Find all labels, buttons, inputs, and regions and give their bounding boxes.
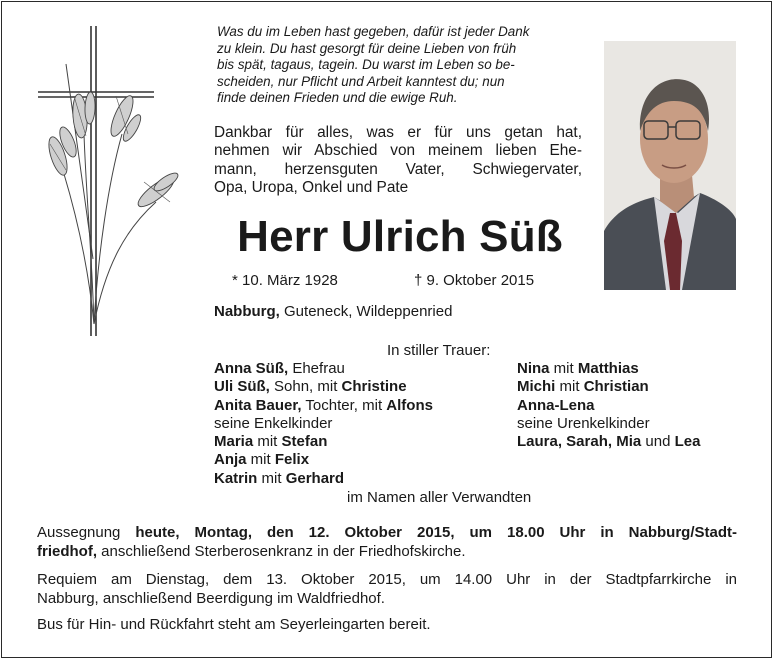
text: mit [246,451,275,469]
mourner-line [214,415,433,433]
text: mit [555,378,584,396]
bold-text: Christine [341,378,407,396]
intro-line: Opa, Uropa, Onkel und Pate [214,179,409,197]
bold-text: heute, Montag, den 12. Oktober 2015, um 18.00 Uhr in Nabburg/Stadt- [135,524,737,541]
text: Sohn, mit [269,378,342,396]
bold-text: Gerhard [285,469,345,487]
bold-text: Laura, Sarah, Mia [517,433,642,451]
bold-text: Felix [274,451,310,469]
bold-text: Lea [674,433,701,451]
mourner-line [517,397,700,415]
poem-text [217,24,560,107]
mourner-line [214,470,433,488]
text: Ehefrau [288,360,345,377]
mourner-line [214,360,433,378]
birth-date: * 10. März 1928 [232,272,338,289]
bold-text: friedhof, [37,542,97,560]
text: anschließend Sterberosenkranz in der Friedhofskirche. [97,542,466,560]
text: Bus für Hin- und Rückfahrt steht am Seyerleingarten bereit. [37,616,431,633]
paragraph-funeral-blessing [37,524,737,561]
poem-line: scheiden, nur Pflicht und Arbeit kanntest du; nun [217,73,505,89]
bold-text: Anna Süß, [214,360,289,377]
poem-line: zu klein. Du hast gesorgt für deine Lieben von früh [217,40,517,56]
text: Requiem am Dienstag, dem 13. Oktober 2015, um 14.00 Uhr in der Stadtpfarrkirche in [37,571,737,588]
paragraph-line [37,616,737,635]
mourner-line [517,415,700,433]
mourner-line [214,397,433,415]
cross-wheat-icon [36,24,186,344]
mourner-line [214,378,433,396]
paragraph-line [37,590,737,609]
bold-text: Anita Bauer, [214,396,302,414]
bold-text: Alfons [386,396,433,414]
deceased-name: Herr Ulrich Süß [237,212,563,261]
death-date: † 9. Oktober 2015 [414,272,535,289]
text: mit [257,469,286,487]
intro-line: nehmen wir Abschied von meinem lieben Ehe- [214,142,582,160]
place-rest: Guteneck, Wildeppenried [279,303,453,320]
bold-text: Nina [517,360,550,377]
text: seine Urenkelkinder [517,414,650,432]
poem-line: Was du im Leben hast gegeben, dafür ist jeder Dank [217,24,530,39]
bold-text: Stefan [281,433,328,451]
text: Aussegnung [37,524,136,541]
poem-line: finde deinen Frieden und die ewige Ruh. [217,90,458,106]
bold-text: Christian [583,378,649,396]
bold-text: Uli Süß, [214,378,270,396]
paragraph-line [37,571,737,590]
intro-text [214,124,582,198]
paragraph-line [37,543,737,562]
bold-text: Anja [214,451,247,469]
mourner-line [517,433,700,451]
bold-text: Katrin [214,469,258,487]
place-line [214,303,452,320]
bold-text: Michi [517,378,556,396]
text: mit [253,433,282,451]
mourning-heading: In stiller Trauer: [387,342,491,359]
mourner-line [214,451,433,469]
relatives-line: im Namen aller Verwandten [347,489,532,506]
paragraph-requiem [37,571,737,608]
mourner-line [517,378,700,396]
bold-text: Maria [214,433,254,451]
text: mit [549,360,578,377]
text: Tochter, mit [301,396,387,414]
text: Nabburg, anschließend Beerdigung im Waldfriedhof. [37,589,385,607]
place-main: Nabburg, [214,303,280,320]
paragraph-bus [37,616,737,635]
intro-line: Dankbar für alles, was er für uns getan hat, [214,124,582,141]
text: und [641,433,675,451]
poem-line: bis spät, tagaus, tagein. Du warst im Leben so be- [217,57,515,73]
mourner-line [214,433,433,451]
mourners-right [517,360,700,451]
mourner-line [517,360,700,378]
mourners-left [214,360,433,488]
intro-line: mann, herzensguten Vater, Schwiegervater, [214,160,582,178]
bold-text: Anna-Lena [517,396,595,414]
paragraph-line [37,524,737,543]
text: seine Enkelkinder [214,414,333,432]
bold-text: Matthias [577,360,639,377]
